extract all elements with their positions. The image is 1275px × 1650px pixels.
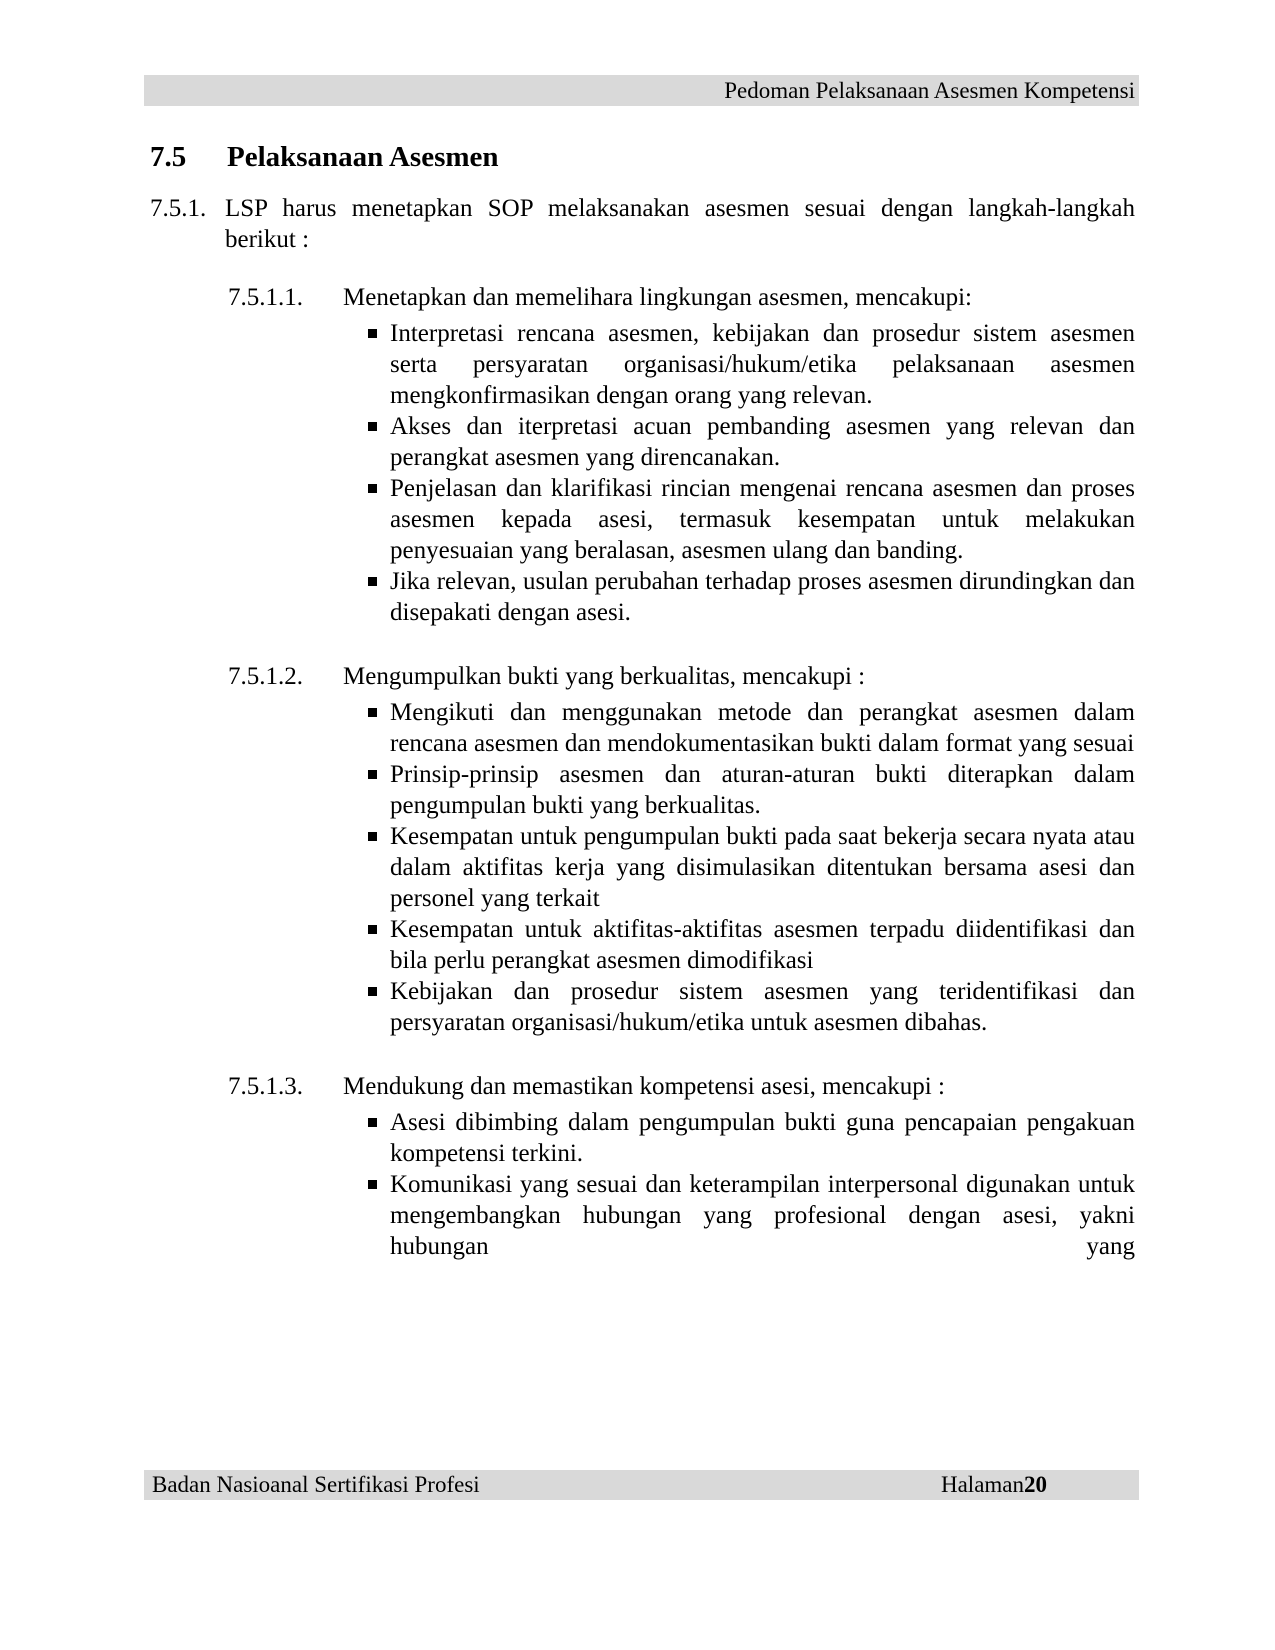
page-footer <box>144 1470 1139 1500</box>
list-item <box>150 411 1135 473</box>
paragraph-number: 7.5.1. <box>150 195 207 222</box>
subsection-number: 7.5.1.2. <box>228 663 303 690</box>
list-item <box>150 318 1135 411</box>
list-item-text: Mengikuti dan menggunakan metode dan perangkat asesmen dalam rencana asesmen dan mendokumentasikan bukti dalam format yang sesuai <box>390 699 1135 757</box>
list-item-text: Akses dan iterpretasi acuan pembanding asesmen yang relevan dan perangkat asesmen yang direncanakan. <box>390 413 1135 471</box>
list-item-text: Asesi dibimbing dalam pengumpulan bukti guna pencapaian pengakuan kompetensi terkini. <box>390 1109 1135 1167</box>
footer-organization: Badan Nasioanal Sertifikasi Profesi <box>152 1472 480 1497</box>
subsection-number: 7.5.1.1. <box>228 284 303 311</box>
list-item-text: Prinsip-prinsip asesmen dan aturan-aturan bukti diterapkan dalam pengumpulan bukti yang berkualitas. <box>390 761 1135 819</box>
subsection-heading <box>150 1071 1135 1102</box>
document-body <box>150 140 1135 1262</box>
subsection-7512 <box>150 661 1135 1038</box>
bullet-list <box>150 697 1135 1038</box>
list-item-text: Komunikasi yang sesuai dan keterampilan interpersonal digunakan untuk mengembangkan hubungan yang profesional dengan asesi, yakni hubungan yang <box>390 1171 1135 1260</box>
section-number: 7.5 <box>150 141 187 173</box>
footer-page-number: 20 <box>1024 1472 1047 1497</box>
square-bullet-icon <box>368 697 390 759</box>
header-title: Pedoman Pelaksanaan Asesmen Kompetensi <box>724 78 1135 103</box>
numbered-paragraph <box>150 193 1135 255</box>
square-bullet-icon <box>368 473 390 566</box>
list-item-text: Kesempatan untuk pengumpulan bukti pada saat bekerja secara nyata atau dalam aktifitas kerja yang disimulasikan ditentukan bersama asesi dan personel yang terkait <box>390 823 1135 912</box>
page-header <box>144 75 1139 106</box>
list-item <box>150 914 1135 976</box>
list-item <box>150 759 1135 821</box>
list-item-text: Kebijakan dan prosedur sistem asesmen yang teridentifikasi dan persyaratan organisasi/hukum/etika untuk asesmen dibahas. <box>390 978 1135 1036</box>
subsection-7513 <box>150 1071 1135 1262</box>
list-item <box>150 697 1135 759</box>
paragraph-text: LSP harus menetapkan SOP melaksanakan asesmen sesuai dengan langkah-langkah berikut : <box>225 195 1135 253</box>
list-item <box>150 566 1135 628</box>
subsection-title: Menetapkan dan memelihara lingkungan asesmen, mencakupi: <box>343 284 972 311</box>
subsection-number: 7.5.1.3. <box>228 1073 303 1100</box>
square-bullet-icon <box>368 914 390 976</box>
list-item <box>150 976 1135 1038</box>
square-bullet-icon <box>368 411 390 473</box>
list-item-text: Kesempatan untuk aktifitas-aktifitas asesmen terpadu diidentifikasi dan bila perlu perangkat asesmen dimodifikasi <box>390 916 1135 974</box>
list-item <box>150 473 1135 566</box>
footer-page-indicator <box>941 1470 1047 1500</box>
square-bullet-icon <box>368 759 390 821</box>
list-item-text: Penjelasan dan klarifikasi rincian mengenai rencana asesmen dan proses asesmen kepada asesi, termasuk kesempatan untuk melakukan penyesuaian yang beralasan, asesmen ulang dan banding. <box>390 475 1135 564</box>
subsection-heading <box>150 661 1135 692</box>
square-bullet-icon <box>368 1107 390 1169</box>
subsection-title: Mendukung dan memastikan kompetensi asesi, mencakupi : <box>343 1073 945 1100</box>
list-item <box>150 1107 1135 1169</box>
square-bullet-icon <box>368 566 390 628</box>
subsection-7511 <box>150 282 1135 628</box>
footer-page-label: Halaman <box>940 1472 1024 1497</box>
square-bullet-icon <box>368 318 390 411</box>
list-item <box>150 1169 1135 1262</box>
list-item-text: Jika relevan, usulan perubahan terhadap proses asesmen dirundingkan dan disepakati dengan asesi. <box>390 568 1135 626</box>
section-heading <box>150 140 1135 174</box>
subsection-title: Mengumpulkan bukti yang berkualitas, mencakupi : <box>343 663 866 690</box>
square-bullet-icon <box>368 1169 390 1262</box>
square-bullet-icon <box>368 821 390 914</box>
square-bullet-icon <box>368 976 390 1038</box>
list-item <box>150 821 1135 914</box>
bullet-list <box>150 318 1135 628</box>
section-title: Pelaksanaan Asesmen <box>227 141 499 173</box>
bullet-list <box>150 1107 1135 1262</box>
subsection-heading <box>150 282 1135 313</box>
list-item-text: Interpretasi rencana asesmen, kebijakan dan prosedur sistem asesmen serta persyaratan organisasi/hukum/etika pelaksanaan asesmen mengkonfirmasikan dengan orang yang relevan. <box>390 320 1135 409</box>
